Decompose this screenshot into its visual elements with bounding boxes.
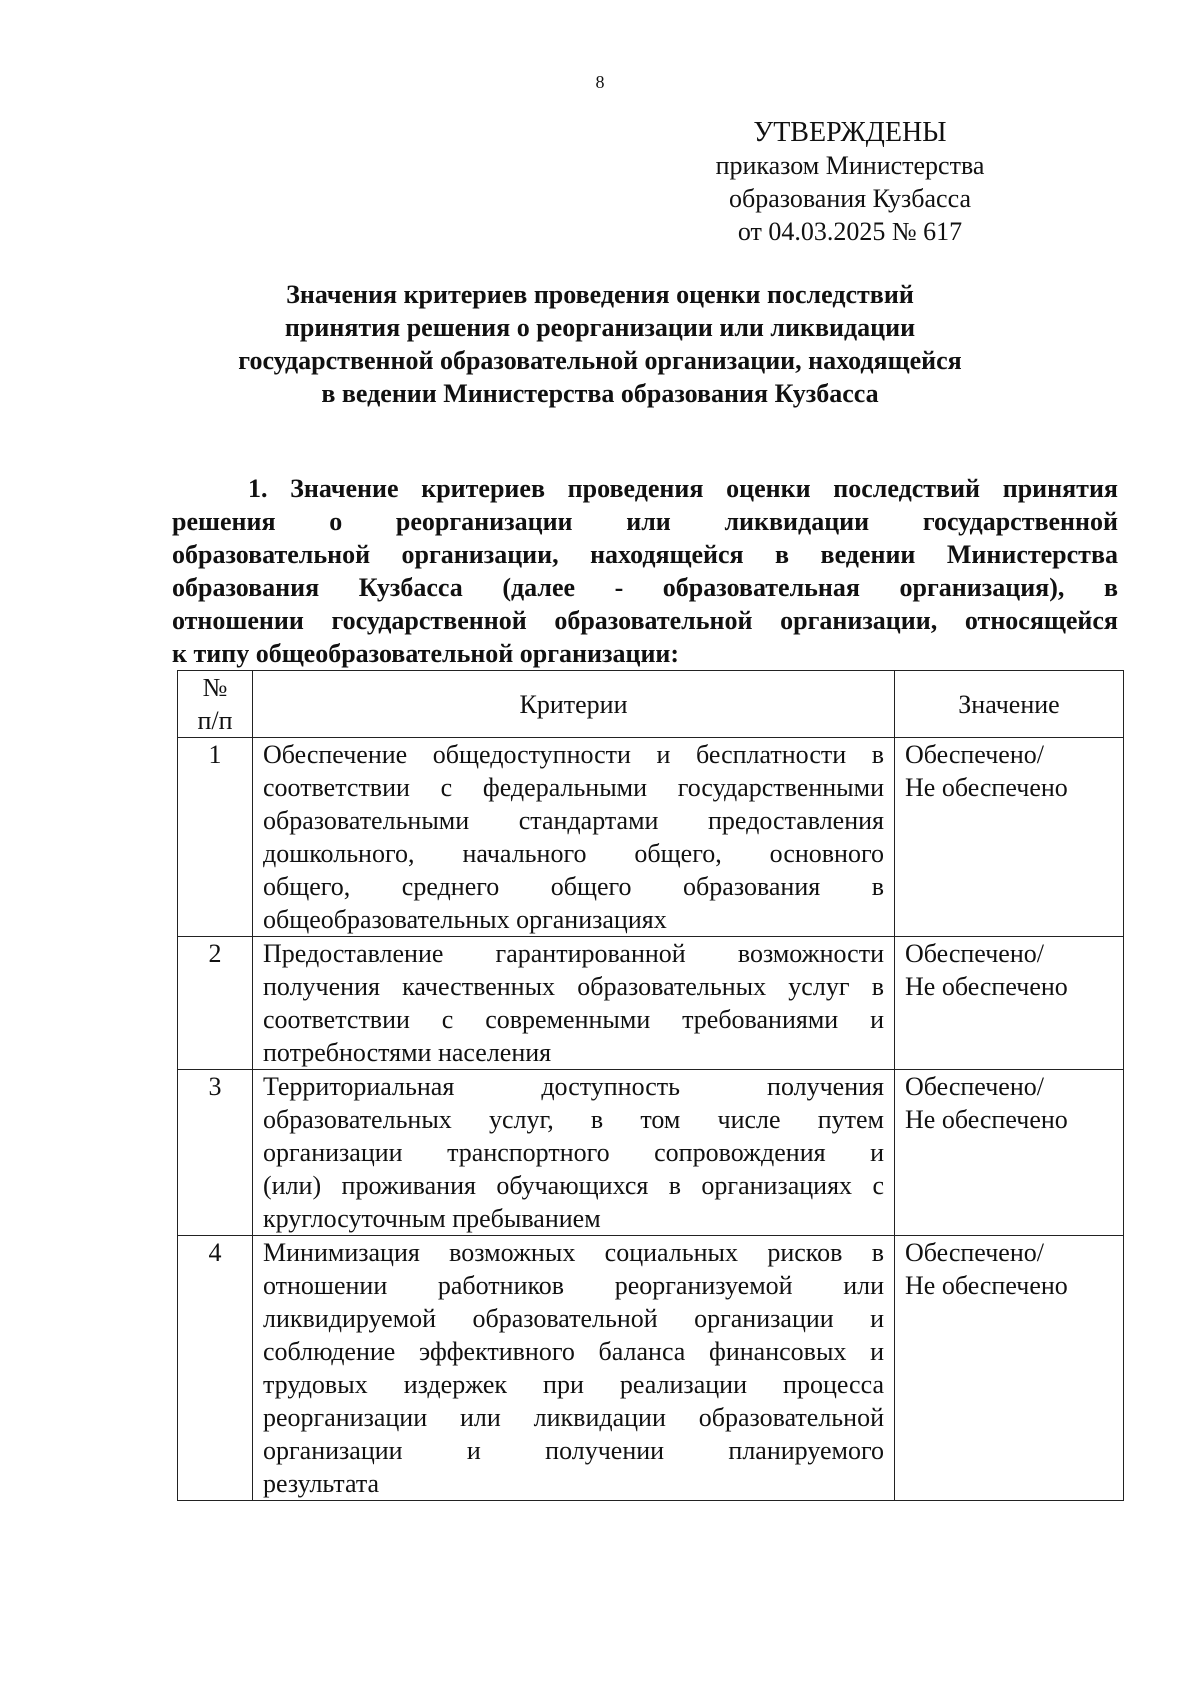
- table-row: [178, 738, 1124, 937]
- criteria-line: реорганизации или ликвидации образовательной: [263, 1403, 884, 1432]
- criteria-line: образовательных услуг, в том числе путем: [263, 1105, 884, 1134]
- row-number: 3: [178, 1070, 253, 1236]
- header-number-label: п/п: [197, 706, 233, 735]
- criteria-line: общеобразовательных организациях: [263, 905, 667, 934]
- value-line: Не обеспечено: [905, 972, 1068, 1001]
- criteria-line: круглосуточным пребыванием: [263, 1204, 601, 1233]
- criteria-line: потребностями населения: [263, 1038, 552, 1067]
- row-number: 2: [178, 937, 253, 1070]
- table-row: [178, 1070, 1124, 1236]
- criteria-line: отношении работников реорганизуемой или: [263, 1271, 884, 1300]
- value-line: Обеспечено/: [905, 740, 1044, 769]
- criteria-table: [177, 670, 1124, 1501]
- criteria-line: получения качественных образовательных услуг в: [263, 972, 884, 1001]
- criteria-line: дошкольного, начального общего, основного: [263, 839, 884, 868]
- row-criteria: [253, 1070, 895, 1236]
- document-title: [180, 278, 1020, 410]
- row-value: [895, 738, 1124, 937]
- row-value: [895, 1070, 1124, 1236]
- section-heading: [172, 472, 1118, 670]
- value-line: Обеспечено/: [905, 1072, 1044, 1101]
- section-heading-line: образования Кузбасса (далее - образовательная организация), в: [172, 573, 1118, 602]
- criteria-line: образовательными стандартами предоставления: [263, 806, 884, 835]
- header-criteria: Критерии: [253, 671, 895, 738]
- value-line: Не обеспечено: [905, 1271, 1068, 1300]
- row-value: [895, 937, 1124, 1070]
- value-line: Не обеспечено: [905, 1105, 1068, 1134]
- criteria-line: Предоставление гарантированной возможности: [263, 939, 884, 968]
- approval-line: от 04.03.2025 № 617: [737, 217, 963, 246]
- row-criteria: [253, 937, 895, 1070]
- criteria-line: (или) проживания обучающихся в организациях с: [263, 1171, 884, 1200]
- criteria-line: ликвидируемой образовательной организации и: [263, 1304, 884, 1333]
- row-criteria: [253, 738, 895, 937]
- approval-line: приказом Министерства: [715, 151, 985, 180]
- value-line: Обеспечено/: [905, 1238, 1044, 1267]
- table-row: [178, 937, 1124, 1070]
- criteria-line: Минимизация возможных социальных рисков в: [263, 1238, 884, 1267]
- row-number: 1: [178, 738, 253, 937]
- criteria-line: общего, среднего общего образования в: [263, 872, 884, 901]
- row-criteria: [253, 1236, 895, 1501]
- row-value: [895, 1236, 1124, 1501]
- criteria-line: соответствии с современными требованиями и: [263, 1005, 884, 1034]
- criteria-line: организации транспортного сопровождения и: [263, 1138, 884, 1167]
- title-line: принятия решения о реорганизации или ликвидации: [284, 313, 916, 342]
- section-heading-line: образовательной организации, находящейся в ведении Министерства: [172, 540, 1118, 569]
- criteria-line: Территориальная доступность получения: [263, 1072, 884, 1101]
- criteria-line: организации и получении планируемого: [263, 1436, 884, 1465]
- section-heading-line: решения о реорганизации или ликвидации государственной: [172, 507, 1118, 536]
- page-number: 8: [595, 72, 605, 92]
- criteria-line: соблюдение эффективного баланса финансовых и: [263, 1337, 884, 1366]
- header-number-symbol: №: [202, 673, 228, 702]
- header-value: Значение: [895, 671, 1124, 738]
- table-header-row: [178, 671, 1124, 738]
- header-number: [178, 671, 253, 738]
- section-heading-line: отношении государственной образовательной организации, относящейся: [172, 606, 1118, 635]
- approval-heading: УТВЕРЖДЕНЫ: [753, 117, 947, 148]
- criteria-line: соответствии с федеральными государственными: [263, 773, 884, 802]
- title-line: в ведении Министерства образования Кузбасса: [321, 379, 879, 408]
- table-row: [178, 1236, 1124, 1501]
- section-heading-line: 1. Значение критериев проведения оценки последствий принятия: [248, 474, 1118, 503]
- criteria-line: Обеспечение общедоступности и бесплатности в: [263, 740, 884, 769]
- criteria-line: результата: [263, 1469, 380, 1498]
- value-line: Не обеспечено: [905, 773, 1068, 802]
- section-heading-line: к типу общеобразовательной организации:: [172, 639, 680, 668]
- value-line: Обеспечено/: [905, 939, 1044, 968]
- criteria-line: трудовых издержек при реализации процесса: [263, 1370, 884, 1399]
- approval-block: [640, 116, 1060, 248]
- title-line: Значения критериев проведения оценки последствий: [286, 280, 914, 309]
- title-line: государственной образовательной организации, находящейся: [238, 346, 962, 375]
- approval-line: образования Кузбасса: [728, 184, 971, 213]
- row-number: 4: [178, 1236, 253, 1501]
